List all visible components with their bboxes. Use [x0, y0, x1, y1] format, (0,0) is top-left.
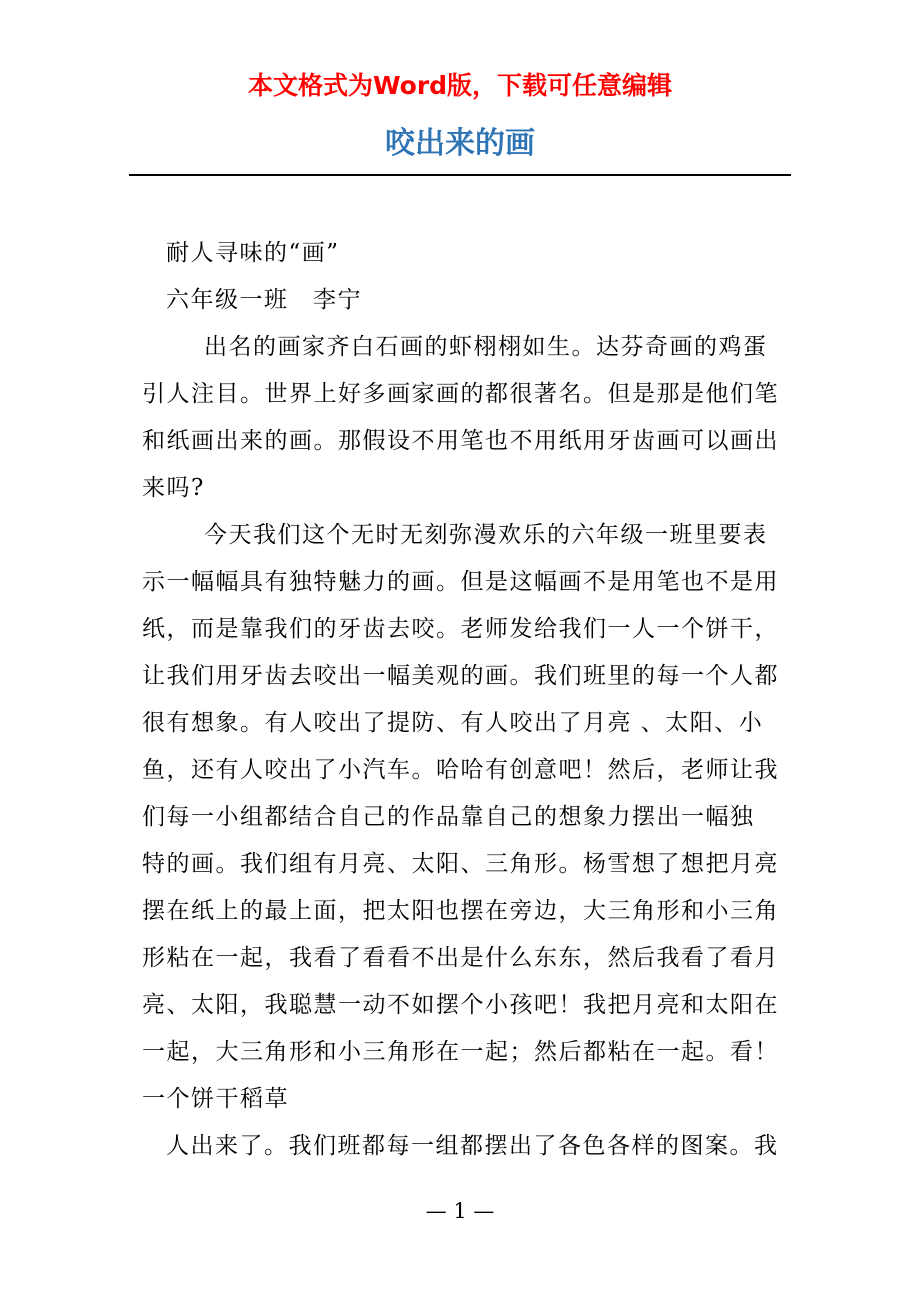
page-number: — 1 — [425, 1199, 495, 1223]
text-line: 出名的画家齐白石画的虾栩栩如生。达芬奇画的鸡蛋 [204, 334, 768, 360]
text-line: 特的画。我们组有月亮、太阳、三角形。杨雪想了想把月亮 [142, 851, 779, 877]
text-line: 来吗? [142, 475, 205, 501]
download-notice: 本文格式为Word版，下载可任意编辑 [247, 71, 673, 100]
text-line: 很有想象。有人咬出了提防、有人咬出了月亮 、太阳、小 [142, 710, 764, 736]
text-line: 人出来了。我们班都每一组都摆出了各色各样的图案。我 [166, 1133, 779, 1159]
text-line: 引人注目。世界上好多画家画的都很著名。但是那是他们笔 [142, 381, 779, 407]
text-line: 让我们用牙齿去咬出一幅美观的画。我们班里的每一个人都 [142, 663, 779, 689]
text-line: 一起，大三角形和小三角形在一起；然后都粘在一起。看！ [142, 1039, 779, 1065]
text-line: 今天我们这个无时无刻弥漫欢乐的六年级一班里要表 [204, 522, 768, 548]
author-line: 六年级一班 李宁 [166, 287, 362, 313]
article-subtitle: 耐人寻味的“画” [166, 240, 340, 266]
text-line: 示一幅幅具有独特魅力的画。但是这幅画不是用笔也不是用 [142, 569, 779, 595]
title-divider [129, 174, 791, 176]
text-line: 们每一小组都结合自己的作品靠自己的想象力摆出一幅独 [142, 804, 755, 830]
text-line: 一个饼干稻草 [142, 1086, 289, 1112]
text-line: 和纸画出来的画。那假设不用笔也不用纸用牙齿画可以画出 [142, 428, 779, 454]
text-line: 形粘在一起，我看了看看不出是什么东东，然后我看了看月 [142, 945, 779, 971]
text-line: 亮、太阳，我聪慧一动不如摆个小孩吧！我把月亮和太阳在 [142, 992, 779, 1018]
page-title: 咬出来的画 [385, 126, 535, 161]
text-line: 鱼，还有人咬出了小汽车。哈哈有创意吧！然后，老师让我 [142, 757, 779, 783]
article-body [142, 230, 782, 1170]
text-line: 摆在纸上的最上面，把太阳也摆在旁边，大三角形和小三角 [142, 898, 779, 924]
text-line: 纸，而是靠我们的牙齿去咬。老师发给我们一人一个饼干， [142, 616, 779, 642]
